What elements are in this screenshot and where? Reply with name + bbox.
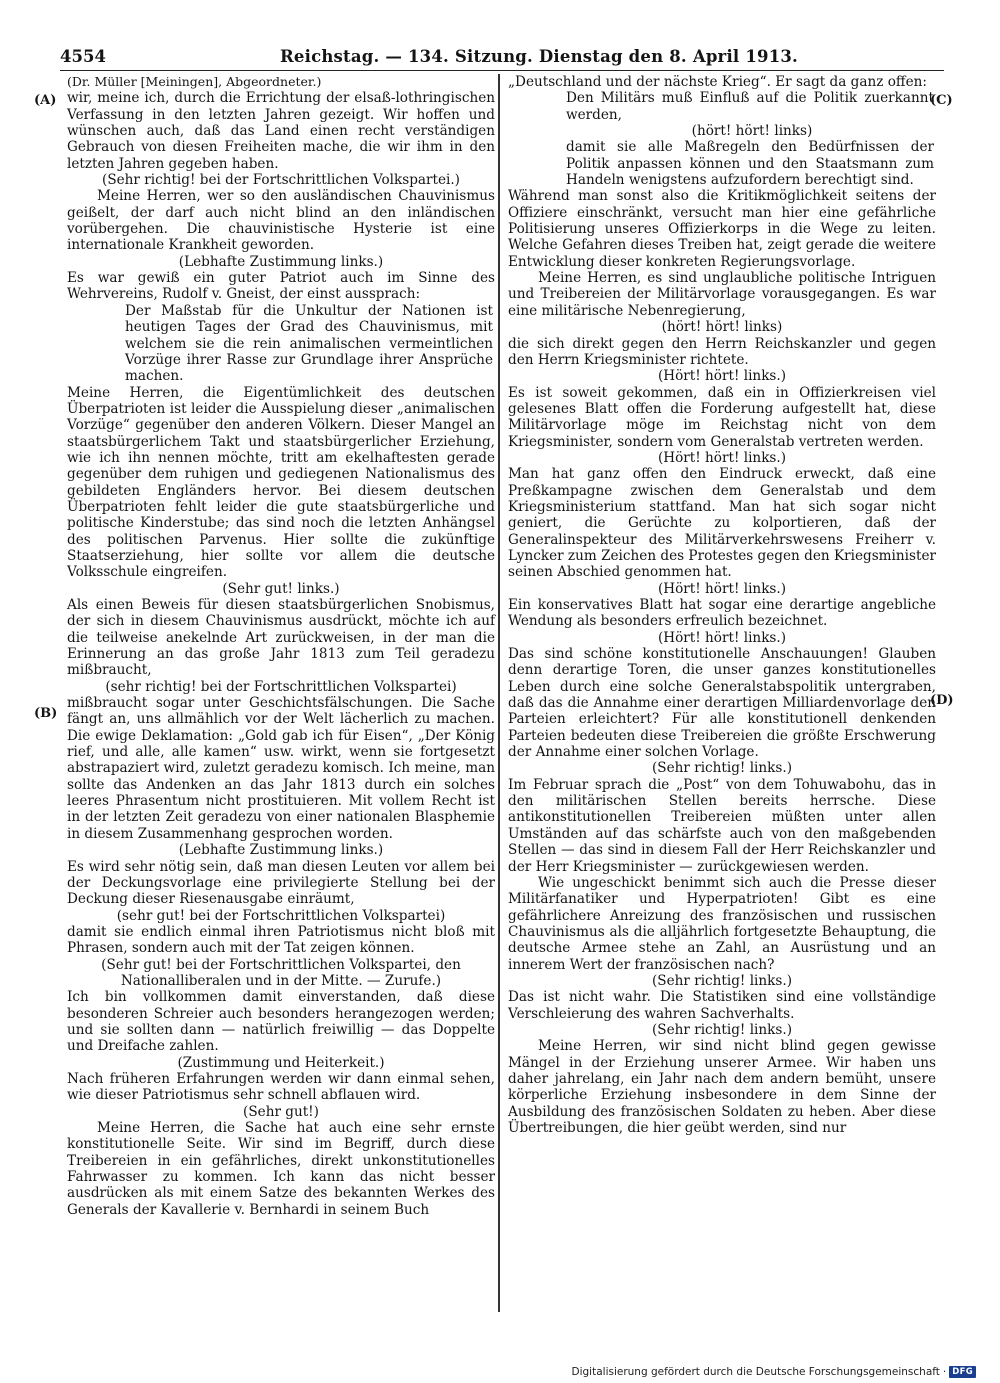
paragraph: Wie ungeschickt benimmt sich auch die Presse dieser Militärfanatiker und Hyperpatrioten! Gibt es eine gefährlichere Anreizung des französischen und russischen Chauvinismus als die alljährlich fortgesetzte Behauptung, die deutsche Armee stehe an Zahl, an Ausrüstung und an innerem Wert der französischen nach?: [508, 874, 936, 973]
paragraph: mißbraucht sogar unter Geschichtsfälschungen. Die Sache fängt an, uns allmählich vor der Welt lächerlich zu machen. Die ewige Deklamation: „Gold gab ich für Eisen“, „Der König rief, und alle, alle kamen“ usw. wirkt, wenn sie fortgesetzt abstrapaziert wird, zuletzt geradezu komisch. Ich meine, man sollte das Andenken an das Jahr 1813 durch ein solches leeres Phrasentum nicht prostituieren. Mit vollem Recht ist in der letzten Zeit geradezu von einer nationalen Blasphemie in diesem Zusammenhang gesprochen worden.: [67, 695, 495, 842]
paragraph: Das ist nicht wahr. Die Statistiken sind eine vollständige Verschleierung des wahren Sachverhalts.: [508, 989, 936, 1022]
paragraph: Meine Herren, die Eigentümlichkeit des deutschen Überpatrioten ist leider die Ausspielung dieser „animalischen Vorzüge“ gegenüber den anderen Völkern. Dieser Mangel an staatsbürgerlichem Takt und staatsbürgerlicher Erziehung, wie ich ihn nennen möchte, tritt am ekelhaftesten gerade gegenüber dem ruhigen und gediegenen Nationalismus des gebildeten Engländers hervor. Bei diesem deutschen Überpatrioten fehlt leider die gute staatsbürgerliche und politische Kinderstube; das sind noch die letzten Anhängsel des politischen Parvenus. Hier sollte die zukünftige Staatserziehung, hier sollte vor allem die deutsche Volksschule eingreifen.: [67, 384, 495, 581]
interjection: (sehr gut! bei der Fortschrittlichen Volkspartei): [116, 907, 446, 924]
interjection: (Sehr gut! links.): [222, 580, 340, 597]
interjection: (hört! hört! links): [691, 123, 813, 140]
interjection: (hört! hört! links): [661, 319, 783, 336]
margin-marker-d: (D): [930, 693, 954, 708]
left-column: [67, 74, 495, 1218]
paragraph: Im Februar sprach die „Post“ von dem Tohuwabohu, das in den militärischen Stellen bereits herrsche. Diese antikonstitutionellen Treibereien müßten unter allen Umständen auf das schärfste auch von den maßgebenden Stellen — das sind in diesem Fall der Herr Reichskanzler und der Herr Kriegsminister — zurückgewiesen werden.: [508, 776, 936, 875]
interjection: (Lebhafte Zustimmung links.): [178, 842, 384, 859]
header-rule: [60, 70, 944, 71]
interjection: (Hört! hört! links.): [657, 449, 787, 466]
interjection: (Sehr richtig! bei der Fortschrittlichen Volkspartei.): [102, 172, 460, 189]
interjection: (Hört! hört! links.): [657, 368, 787, 385]
speaker-line: (Dr. Müller [Meiningen], Abgeordneter.): [67, 74, 322, 89]
paragraph: Meine Herren, wer so den ausländischen Chauvinismus geißelt, der darf auch nicht blind an den inländischen vorübergehen. Die chauvinistische Hysterie ist eine internationale Krankheit geworden.: [67, 188, 495, 254]
paragraph: Man hat ganz offen den Eindruck erweckt, daß eine Preßkampagne zwischen dem Generalstab und dem Kriegsministerium stattfand. Man hat sich sogar nicht geniert, die Gerüchte zu kolportieren, daß der Generalinspekteur des Militärverkehrswesens Freiherr v. Lyncker zum Zeichen des Protestes gegen den Kriegsminister seinen Abschied genommen hat.: [508, 466, 936, 581]
interjection: (Hört! hört! links.): [657, 580, 787, 597]
digitization-credit: Digitalisierung gefördert durch die Deutsche Forschungsgemeinschaft · DFG: [572, 1366, 976, 1378]
paragraph: damit sie endlich einmal ihren Patriotismus nicht bloß mit Phrasen, sondern auch mit der Tat zeigen können.: [67, 923, 495, 957]
paragraph: Meine Herren, wir sind nicht blind gegen gewisse Mängel in der Erziehung unserer Armee. Wir haben uns daher jahrelang, ein Jahr nach dem andern bemüht, unsere körperliche Erziehung insbesondere in dem Sinne der Ausbildung des französischen Soldaten zu heben. Aber diese Übertreibungen, die hier geübt werden, sind nur: [508, 1038, 936, 1136]
quotation: Der Maßstab für die Unkultur der Nationen ist heutigen Tages der Grad des Chauvinismus, mit welchem sie die rein animalischen vermeintlichen Vorzüge ihrer Rasse zur Grundlage ihrer Ansprüche machen.: [125, 302, 493, 385]
paragraph: Meine Herren, es sind unglaubliche politische Intriguen und Treibereien der Militärvorlage vorausgegangen. Es war eine militärische Nebenregierung,: [508, 270, 936, 319]
interjection: (sehr richtig! bei der Fortschrittlichen Volkspartei): [105, 678, 457, 695]
interjection: (Sehr gut!): [243, 1103, 319, 1120]
paragraph: Während man sonst also die Kritikmöglichkeit seitens der Offiziere einschränkt, versucht man hier eine gefährliche Politisierung unseres Offizierkorps in die Wege zu leiten. Welche Gefahren dieses Treiben hat, zeigt gerade die weitere Entwicklung dieser konkreten Regierungsvorlage.: [508, 188, 936, 270]
interjection: (Hört! hört! links.): [657, 629, 787, 646]
interjection: (Sehr richtig! links.): [651, 1021, 793, 1038]
paragraph: „Deutschland und der nächste Krieg“. Er sagt da ganz offen:: [508, 74, 927, 90]
page-number: 4554: [60, 47, 106, 66]
dfg-logo-icon: DFG: [949, 1366, 976, 1378]
quotation: Den Militärs muß Einfluß auf die Politik zuerkannt werden,: [566, 90, 934, 123]
paragraph: Es wird sehr nötig sein, daß man diesen Leuten vor allem bei der Deckungsvorlage eine privilegierte Stellung bei der Deckung dieser Riesenausgabe einräumt,: [67, 858, 495, 908]
margin-marker-a: (A): [34, 93, 57, 108]
paragraph: Es ist soweit gekommen, daß ein in Offizierkreisen viel gelesenes Blatt offen die Forderung aufgestellt hat, diese Militärvorlage möge im Reichstag nicht von dem Kriegsminister, sondern vom Generalstab vertreten werden.: [508, 384, 936, 450]
credit-text: Digitalisierung gefördert durch die Deutsche Forschungsgemeinschaft: [571, 1366, 940, 1378]
interjection: (Sehr gut! bei der Fortschrittlichen Volkspartei, den Nationalliberalen und in der Mitte. — Zurufe.): [101, 956, 461, 989]
page-header: [60, 47, 940, 71]
paragraph: wir, meine ich, durch die Errichtung der elsaß-lothringischen Verfassung in den letzten Jahren gezeigt. Wir hoffen und wünschen auch, daß das Land einen recht verständigen Gebrauch von diesen Freiheiten mache, die wir ihm in den letzten Jahren gegeben haben.: [67, 90, 495, 172]
paragraph: Nach früheren Erfahrungen werden wir dann einmal sehen, wie dieser Patriotismus sehr schnell abflauen wird.: [67, 1070, 495, 1104]
interjection: (Sehr richtig! links.): [651, 760, 793, 777]
margin-marker-c: (C): [930, 93, 953, 108]
paragraph: Es war gewiß ein guter Patriot auch im Sinne des Wehrvereins, Rudolf v. Gneist, der einst aussprach:: [67, 270, 495, 303]
paragraph: Das sind schöne konstitutionelle Anschauungen! Glauben denn derartige Toren, die unser ganzes konstitutionelles Leben durch eine solche Generalstabspolitik untergraben, daß das die Annahme einer derartigen Milliardenvorlage den Parteien erleichtert? Für alle konstitutionell denkenden Parteien bedeuten diese Treibereien die größte Erschwerung der Annahme einer solchen Vorlage.: [508, 646, 936, 761]
margin-marker-b: (B): [34, 706, 58, 721]
paragraph: die sich direkt gegen den Herrn Reichskanzler und gegen den Herrn Kriegsminister richtete.: [508, 335, 936, 368]
paragraph: Meine Herren, die Sache hat auch eine sehr ernste konstitutionelle Seite. Wir sind im Begriff, durch diese Treibereien in ein gefährliches, direkt unkonstitutionelles Fahrwasser zu kommen. Ich kann das nicht besser ausdrücken als mit einem Satze des bekannten Werkes des Generals der Kavallerie v. Bernhardi in seinem Buch: [67, 1120, 495, 1218]
paragraph: Ich bin vollkommen damit einverstanden, daß diese besonderen Schreier auch besonders herangezogen werden; und sie sollten dann — natürlich freiwillig — das Doppelte und Dreifache zahlen.: [67, 989, 495, 1055]
paragraph: Ein konservatives Blatt hat sogar eine derartige angebliche Wendung als besonders erfreulich bezeichnet.: [508, 597, 936, 630]
interjection: (Lebhafte Zustimmung links.): [178, 253, 384, 270]
paragraph: Als einen Beweis für diesen staatsbürgerlichen Snobismus, der sich in diesem Chauvinismus ausdrückt, möchte ich auf die teilweise anekelnde Art zurückweisen, in der man die Erinnerung an das große Jahr 1813 zum Teil geradezu mißbraucht,: [67, 597, 495, 679]
interjection: (Zustimmung und Heiterkeit.): [177, 1054, 385, 1071]
quotation: damit sie alle Maßregeln den Bedürfnissen der Politik anpassen können und den Staatsmann zum Handeln wenigstens aufzufordern berechtigt sind.: [566, 139, 934, 189]
column-divider: [498, 74, 500, 1312]
interjection: (Sehr richtig! links.): [651, 972, 793, 989]
running-title: Reichstag. — 134. Sitzung. Dienstag den 8. April 1913.: [280, 47, 798, 66]
right-column: [508, 74, 936, 1136]
